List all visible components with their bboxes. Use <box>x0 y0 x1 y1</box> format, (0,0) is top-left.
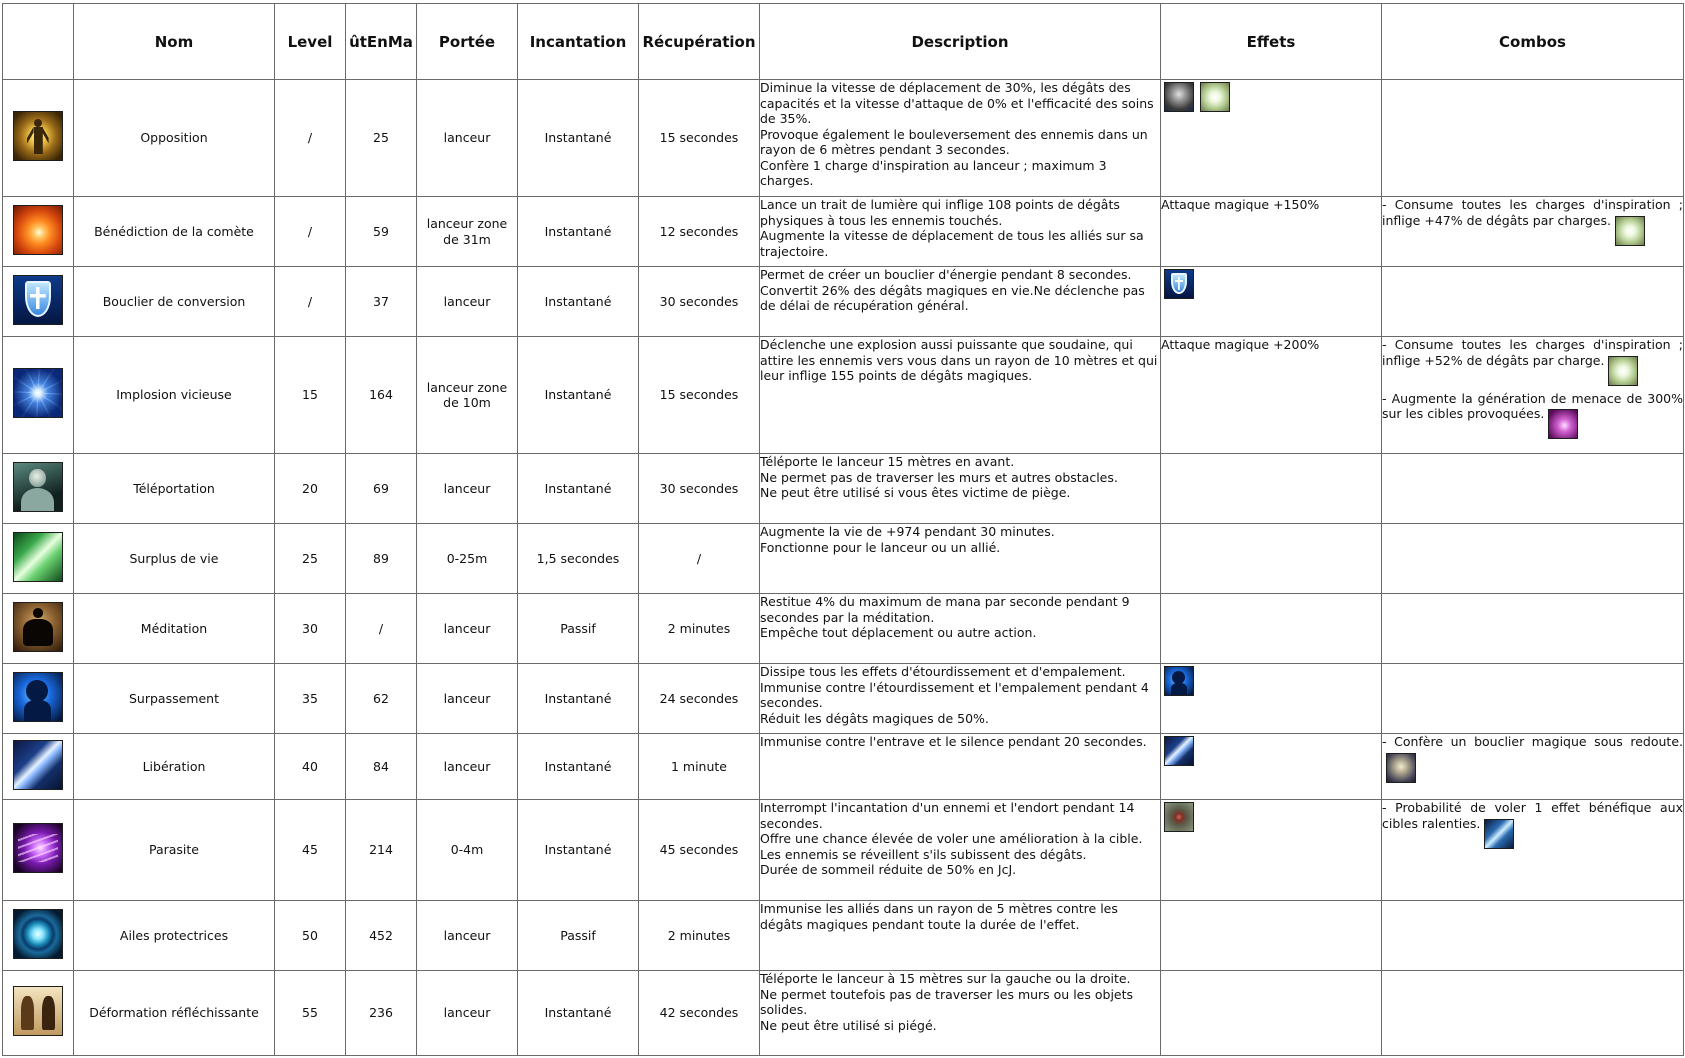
skill-name: Libération <box>74 734 275 800</box>
sleep-icon <box>1164 802 1194 832</box>
combo-item <box>1382 800 1683 849</box>
skill-icon-cell <box>3 454 74 524</box>
combo-item <box>1382 391 1683 440</box>
protective-wings-icon <box>13 909 63 959</box>
skill-cost: 37 <box>346 267 417 337</box>
liberation-icon <box>13 740 63 790</box>
skill-description <box>760 197 1161 267</box>
combo-text: - Probabilité de voler 1 effet bénéfique aux cibles ralenties. <box>1382 800 1683 831</box>
skill-cast-time: Instantané <box>518 971 639 1056</box>
skill-cooldown: 2 minutes <box>639 594 760 664</box>
skill-icon-cell <box>3 800 74 901</box>
skills-table-body <box>3 80 1684 1056</box>
skill-cooldown: 30 secondes <box>639 454 760 524</box>
skill-level: / <box>275 80 346 197</box>
skill-cast-time: Instantané <box>518 337 639 454</box>
skill-cooldown: 12 secondes <box>639 197 760 267</box>
skill-cooldown: 42 secondes <box>639 971 760 1056</box>
skill-range: lanceur <box>417 454 518 524</box>
skill-name: Surplus de vie <box>74 524 275 594</box>
skill-level: 20 <box>275 454 346 524</box>
skill-name: Ailes protectrices <box>74 901 275 971</box>
description-line: Durée de sommeil réduite de 50% en JcJ. <box>760 862 1017 877</box>
combo-text: - Augmente la génération de menace de 300% sur les cibles provoquées. <box>1382 390 1683 421</box>
skill-cast-time: 1,5 secondes <box>518 524 639 594</box>
threat-icon <box>1548 409 1578 439</box>
description-line: Dissipe tous les effets d'étourdissement et d'empalement. <box>760 664 1126 679</box>
parasite-icon <box>13 823 63 873</box>
skill-range: lanceur <box>417 267 518 337</box>
combo-text: - Consume toutes les charges d'inspiration ; inflige +52% de dégâts par charge. <box>1382 337 1683 368</box>
reflective-warp-icon <box>13 986 63 1036</box>
skill-effects <box>1161 80 1382 197</box>
skill-cost: 62 <box>346 664 417 734</box>
description-line: Les ennemis se réveillent s'ils subissent des dégâts. <box>760 846 1087 862</box>
comet-blessing-icon <box>13 205 63 255</box>
description-line: Téléporte le lanceur 15 mètres en avant. <box>760 454 1015 469</box>
skill-level: 35 <box>275 664 346 734</box>
skill-range: lanceur zone de 31m <box>417 197 518 267</box>
header-range: Portée <box>417 4 518 80</box>
description-line: Interrompt l'incantation d'un ennemi et l'endort pendant 14 secondes. <box>760 800 1135 831</box>
skill-cast-time: Instantané <box>518 454 639 524</box>
skill-icon-cell <box>3 337 74 454</box>
stun-icon <box>1164 82 1194 112</box>
inspiration-icon <box>1615 216 1645 246</box>
implosion-icon <box>13 368 63 418</box>
skill-icon-cell <box>3 594 74 664</box>
skill-cast-time: Instantané <box>518 80 639 197</box>
skill-icon-cell <box>3 267 74 337</box>
skill-cooldown: 24 secondes <box>639 664 760 734</box>
skill-cooldown: 45 secondes <box>639 800 760 901</box>
header-icon <box>3 4 74 80</box>
skill-level: 40 <box>275 734 346 800</box>
skill-icon-cell <box>3 197 74 267</box>
description-line: Diminue la vitesse de déplacement de 30%, les dégâts des capacités et la vitesse d'attaque de 0% et l'efficacité des soins de 35%. <box>760 80 1154 126</box>
skill-cost: 69 <box>346 454 417 524</box>
skill-row <box>3 664 1684 734</box>
skill-name: Bouclier de conversion <box>74 267 275 337</box>
surpass-icon <box>13 672 63 722</box>
skill-cost: 164 <box>346 337 417 454</box>
skill-range: lanceur <box>417 734 518 800</box>
skill-level: 50 <box>275 901 346 971</box>
combo-item <box>1382 734 1683 783</box>
header-cast: Incantation <box>518 4 639 80</box>
description-line: Ne peut être utilisé si vous êtes victime de piège. <box>760 485 1071 500</box>
description-line: Immunise contre l'étourdissement et l'empalement pendant 4 secondes. <box>760 679 1149 710</box>
skill-row <box>3 971 1684 1056</box>
skill-row <box>3 901 1684 971</box>
skill-cost: 452 <box>346 901 417 971</box>
skill-combos <box>1382 197 1684 267</box>
skill-combos <box>1382 267 1684 337</box>
skill-combos <box>1382 80 1684 197</box>
description-line: Immunise contre l'entrave et le silence pendant 20 secondes. <box>760 734 1147 749</box>
description-line: Téléporte le lanceur à 15 mètres sur la gauche ou la droite. <box>760 971 1131 986</box>
skill-name: Bénédiction de la comète <box>74 197 275 267</box>
description-line: Déclenche une explosion aussi puissante que soudaine, qui attire les ennemis vers vous dans un rayon de 10 mètres et qui leur inflige 155 points de dégâts magiques. <box>760 337 1158 383</box>
skill-description <box>760 594 1161 664</box>
skill-range: lanceur <box>417 594 518 664</box>
skill-range: lanceur <box>417 80 518 197</box>
skill-icon-cell <box>3 901 74 971</box>
skill-range: lanceur <box>417 971 518 1056</box>
skill-description <box>760 524 1161 594</box>
skill-effects <box>1161 197 1382 267</box>
description-line: Immunise les alliés dans un rayon de 5 mètres contre les dégâts magiques pendant toute la durée de l'effet. <box>760 901 1118 932</box>
description-line: Provoque également le bouleversement des ennemis dans un rayon de 6 mètres pendant 3 secondes. <box>760 126 1148 157</box>
skill-row <box>3 800 1684 901</box>
immunity-head-icon <box>1164 666 1194 696</box>
skill-cooldown: 2 minutes <box>639 901 760 971</box>
inspiration-icon <box>1608 356 1638 386</box>
description-line: Lance un trait de lumière qui inflige 108 points de dégâts physiques à tous les ennemis touchés. <box>760 197 1120 228</box>
skills-table <box>2 3 1684 1056</box>
skill-effects <box>1161 734 1382 800</box>
header-effects: Effets <box>1161 4 1382 80</box>
skill-cast-time: Instantané <box>518 734 639 800</box>
skill-cast-time: Instantané <box>518 197 639 267</box>
skill-combos <box>1382 524 1684 594</box>
skill-effects <box>1161 971 1382 1056</box>
skill-cost: 59 <box>346 197 417 267</box>
header-level: Level <box>275 4 346 80</box>
skill-name: Méditation <box>74 594 275 664</box>
description-line: Ne permet pas de traverser les murs et autres obstacles. <box>760 469 1118 485</box>
skill-level: 15 <box>275 337 346 454</box>
skill-name: Téléportation <box>74 454 275 524</box>
skill-row <box>3 734 1684 800</box>
skill-level: / <box>275 267 346 337</box>
skill-range: 0-4m <box>417 800 518 901</box>
description-line: Ne peut être utilisé si piégé. <box>760 1017 937 1033</box>
combo-item <box>1382 337 1683 386</box>
description-line: Fonctionne pour le lanceur ou un allié. <box>760 539 1001 555</box>
description-line: Ne permet toutefois pas de traverser les murs ou les objets solides. <box>760 986 1134 1017</box>
description-line: Empêche tout déplacement ou autre action. <box>760 625 1037 640</box>
skill-effects <box>1161 454 1382 524</box>
skill-effects <box>1161 524 1382 594</box>
skill-effects <box>1161 594 1382 664</box>
meditation-icon <box>13 602 63 652</box>
table-header <box>3 4 1684 80</box>
skill-description <box>760 664 1161 734</box>
skill-cooldown: 15 secondes <box>639 80 760 197</box>
skill-effects <box>1161 337 1382 454</box>
skill-description <box>760 800 1161 901</box>
skill-cooldown: 1 minute <box>639 734 760 800</box>
skill-icon-cell <box>3 971 74 1056</box>
redoubt-shield-icon <box>1386 753 1416 783</box>
skill-description <box>760 971 1161 1056</box>
skill-description <box>760 901 1161 971</box>
skill-cost: 236 <box>346 971 417 1056</box>
slow-icon <box>1484 819 1514 849</box>
skill-cooldown: 30 secondes <box>639 267 760 337</box>
skill-cost: 89 <box>346 524 417 594</box>
header-row <box>3 4 1684 80</box>
skill-icon-cell <box>3 80 74 197</box>
skill-effects <box>1161 901 1382 971</box>
skill-row <box>3 267 1684 337</box>
skill-name: Implosion vicieuse <box>74 337 275 454</box>
skill-row <box>3 524 1684 594</box>
description-line: Augmente la vie de +974 pendant 30 minutes. <box>760 524 1055 539</box>
skill-combos <box>1382 734 1684 800</box>
skill-name: Surpassement <box>74 664 275 734</box>
skill-cost: 214 <box>346 800 417 901</box>
skill-icon-cell <box>3 524 74 594</box>
header-combos: Combos <box>1382 4 1684 80</box>
skill-description <box>760 337 1161 454</box>
skill-range: lanceur <box>417 664 518 734</box>
skill-description <box>760 454 1161 524</box>
inspiration-icon <box>1200 82 1230 112</box>
skill-cast-time: Instantané <box>518 267 639 337</box>
combo-item <box>1382 197 1683 246</box>
header-name: Nom <box>74 4 275 80</box>
combo-text: - Consume toutes les charges d'inspiration ; inflige +47% de dégâts par charges. <box>1382 197 1683 228</box>
skill-cost: 25 <box>346 80 417 197</box>
skill-combos <box>1382 594 1684 664</box>
description-line: Réduit les dégâts magiques de 50%. <box>760 710 989 726</box>
skill-cost: 84 <box>346 734 417 800</box>
skill-level: 55 <box>275 971 346 1056</box>
combo-text: - Confère un bouclier magique sous redoute. <box>1382 734 1683 749</box>
skill-effects <box>1161 800 1382 901</box>
skill-combos <box>1382 454 1684 524</box>
energy-shield-icon <box>1164 269 1194 299</box>
description-line: Augmente la vitesse de déplacement de tous les alliés sur sa trajectoire. <box>760 228 1144 259</box>
skill-effects <box>1161 267 1382 337</box>
effect-text: Attaque magique +150% <box>1161 197 1320 212</box>
description-line: Restitue 4% du maximum de mana par seconde pendant 9 secondes par la méditation. <box>760 594 1130 625</box>
skill-range: lanceur <box>417 901 518 971</box>
skill-cooldown: 15 secondes <box>639 337 760 454</box>
description-line: Convertit 26% des dégâts magiques en vie.Ne déclenche pas de délai de récupération général. <box>760 282 1145 313</box>
skill-cast-time: Instantané <box>518 664 639 734</box>
description-line: Offre une chance élevée de voler une amélioration à la cible. <box>760 831 1143 846</box>
skill-row <box>3 337 1684 454</box>
skill-effects <box>1161 664 1382 734</box>
skill-combos <box>1382 901 1684 971</box>
skill-cast-time: Passif <box>518 594 639 664</box>
skill-row <box>3 594 1684 664</box>
skill-combos <box>1382 337 1684 454</box>
skill-name: Opposition <box>74 80 275 197</box>
skill-description <box>760 734 1161 800</box>
skill-level: 25 <box>275 524 346 594</box>
skill-description <box>760 80 1161 197</box>
conversion-shield-icon <box>13 275 63 325</box>
teleport-icon <box>13 462 63 512</box>
skill-name: Déformation réfléchissante <box>74 971 275 1056</box>
life-surplus-icon <box>13 532 63 582</box>
skill-description <box>760 267 1161 337</box>
skill-combos <box>1382 800 1684 901</box>
effect-text: Attaque magique +200% <box>1161 337 1320 352</box>
opposition-icon <box>13 111 63 161</box>
skill-combos <box>1382 971 1684 1056</box>
skill-row <box>3 197 1684 267</box>
header-cost: ûtEnMa <box>346 4 417 80</box>
liberation-blade-icon <box>1164 736 1194 766</box>
header-description: Description <box>760 4 1161 80</box>
skill-level: 30 <box>275 594 346 664</box>
skill-cast-time: Instantané <box>518 800 639 901</box>
skill-range: 0-25m <box>417 524 518 594</box>
skill-icon-cell <box>3 664 74 734</box>
skill-cost: / <box>346 594 417 664</box>
description-line: Confère 1 charge d'inspiration au lanceur ; maximum 3 charges. <box>760 157 1107 188</box>
header-cooldown: Récupération <box>639 4 760 80</box>
description-line: Permet de créer un bouclier d'énergie pendant 8 secondes. <box>760 267 1132 282</box>
skill-level: / <box>275 197 346 267</box>
skill-level: 45 <box>275 800 346 901</box>
skill-cooldown: / <box>639 524 760 594</box>
skill-range: lanceur zone de 10m <box>417 337 518 454</box>
skill-name: Parasite <box>74 800 275 901</box>
skill-row <box>3 454 1684 524</box>
skill-cast-time: Passif <box>518 901 639 971</box>
skill-icon-cell <box>3 734 74 800</box>
skill-combos <box>1382 664 1684 734</box>
skill-row <box>3 80 1684 197</box>
